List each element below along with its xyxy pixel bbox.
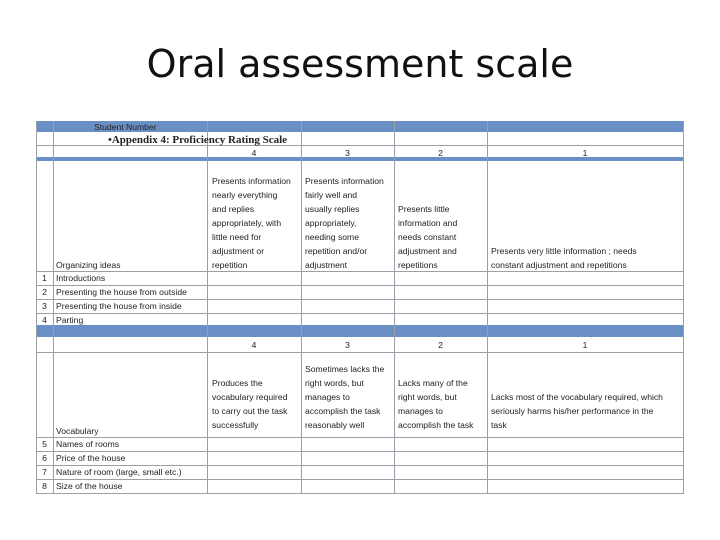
student-number-label: Student Number [94, 122, 157, 132]
score-header-2: 2 [438, 340, 443, 350]
item-text: Introductions [56, 273, 106, 283]
score-header-4: 4 [251, 148, 257, 158]
descriptor-score-3: Sometimes lacks the right words, but manages to accomplish the task reasonably well [305, 364, 385, 430]
slide-title: Oral assessment scale [146, 42, 574, 86]
score-header-3: 3 [345, 148, 350, 158]
descriptor-score-2: Lacks many of the right words, but manages to accomplish the task [398, 378, 474, 430]
score-header-2: 2 [438, 148, 443, 158]
category-label: Organizing ideas [56, 260, 121, 270]
score-header-4: 4 [251, 340, 257, 350]
item-number: 7 [42, 467, 47, 477]
item-number: 2 [42, 287, 47, 297]
item-text: Nature of room (large, small etc.) [56, 467, 182, 477]
item-number: 3 [42, 301, 47, 311]
item-text: Presenting the house from inside [56, 301, 182, 311]
appendix-title: •Appendix 4: Proficiency Rating Scale [108, 134, 288, 146]
item-number: 8 [42, 481, 47, 491]
section-divider-bar [36, 325, 684, 337]
descriptor-score-4: Produces the vocabulary required to carry out the task successfully [212, 378, 288, 430]
score-header-1: 1 [582, 148, 588, 158]
item-number: 4 [42, 315, 47, 325]
score-header-1: 1 [582, 340, 588, 350]
descriptor-score-3: Presents information fairly well and usually replies appropriately, needing some repetition and/or adjustment [305, 176, 384, 270]
item-number: 5 [42, 439, 47, 449]
item-text: Size of the house [56, 481, 123, 491]
descriptor-score-1: Lacks most of the vocabulary required, which seriously harms his/her performance in the task [491, 392, 663, 430]
rating-scale-sheet [36, 121, 684, 494]
descriptor-score-1: Presents very little information ; needs constant adjustment and repetitions [491, 246, 637, 270]
category-label: Vocabulary [56, 426, 99, 436]
item-text: Parting [56, 315, 84, 325]
descriptor-score-2: Presents little information and needs constant adjustment and repetitions [398, 204, 458, 270]
item-text: Presenting the house from outside [56, 287, 187, 297]
item-number: 6 [42, 453, 47, 463]
item-text: Price of the house [56, 453, 126, 463]
item-number: 1 [42, 273, 47, 283]
item-text: Names of rooms [56, 439, 120, 449]
descriptor-score-4: Presents information nearly everything and replies appropriately, with little need for adjustment or repetition [212, 176, 291, 270]
score-header-3: 3 [345, 340, 350, 350]
